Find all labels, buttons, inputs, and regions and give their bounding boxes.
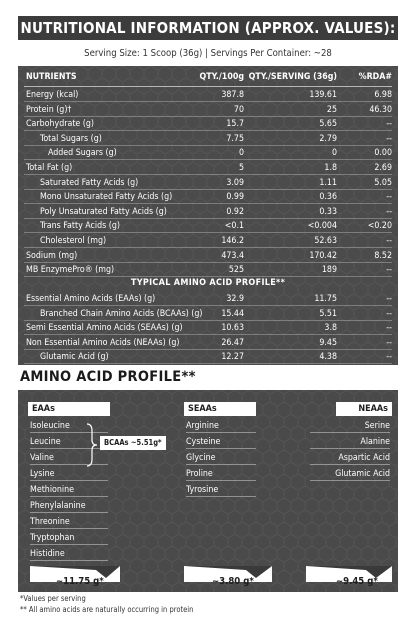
table-row xyxy=(18,132,398,146)
nutrient-name: Total Fat (g) xyxy=(26,163,73,173)
nutrient-name: Mono Unsaturated Fatty Acids (g) xyxy=(40,192,173,203)
qty-100g: 5 xyxy=(238,163,244,173)
table-row xyxy=(18,190,398,204)
rda-value: 2.69 xyxy=(374,163,392,173)
seaas-list xyxy=(186,418,256,498)
qty-serving: 170.42 xyxy=(309,250,337,261)
qty-100g: 0.99 xyxy=(226,192,244,203)
rda-value: <0.20 xyxy=(367,221,392,232)
header-rda: %RDA# xyxy=(358,72,392,82)
qty-100g: 0 xyxy=(238,148,244,159)
qty-serving: <0.004 xyxy=(307,221,337,232)
table-row xyxy=(18,321,398,335)
eaas-total: ~11.75 g* xyxy=(56,576,104,587)
rda-value: -- xyxy=(386,294,392,304)
list-item: Tyrosine xyxy=(186,482,256,498)
qty-serving: 189 xyxy=(321,265,337,276)
qty-100g: 12.27 xyxy=(221,352,244,363)
qty-serving: 9.45 xyxy=(319,337,337,348)
qty-serving: 2.79 xyxy=(319,133,337,144)
qty-serving: 0 xyxy=(331,148,337,159)
neaas-total: ~9.45 g* xyxy=(336,576,378,587)
serving-info: Serving Size: 1 Scoop (36g) | Servings Per Container: ~28 xyxy=(84,48,332,59)
nutrition-title: NUTRITIONAL INFORMATION (APPROX. VALUES): xyxy=(18,16,398,40)
rda-value: -- xyxy=(386,133,392,144)
qty-serving: 3.8 xyxy=(324,323,337,334)
table-row xyxy=(18,249,398,263)
qty-100g: 7.75 xyxy=(226,133,244,144)
rda-value: 5.05 xyxy=(374,177,392,188)
rda-value: -- xyxy=(386,308,392,319)
qty-serving: 1.11 xyxy=(319,177,337,188)
qty-100g: 10.63 xyxy=(221,323,244,334)
table-row xyxy=(18,205,398,219)
qty-100g: 3.09 xyxy=(226,177,244,188)
nutrient-name: Cholesterol (mg) xyxy=(40,236,107,246)
table-row xyxy=(18,176,398,190)
qty-serving: 139.61 xyxy=(309,90,337,100)
header-qty-100g: QTY./100g xyxy=(199,72,244,82)
nutrient-name: Non Essential Amino Acids (NEAAs) (g) xyxy=(26,337,180,348)
table-row xyxy=(18,307,398,321)
table-row xyxy=(18,234,398,248)
nutrient-name: Poly Unsaturated Fatty Acids (g) xyxy=(40,206,167,217)
list-item: Lysine xyxy=(30,466,108,482)
table-row xyxy=(18,161,398,175)
footnote-amino: ** All amino acids are naturally occurring in protein xyxy=(20,605,194,614)
seaas-total: ~3.80 g* xyxy=(212,576,254,587)
nutrient-name: Trans Fatty Acids (g) xyxy=(40,221,120,232)
qty-100g: 15.44 xyxy=(221,308,244,319)
qty-100g: 32.9 xyxy=(226,294,244,304)
list-item: Valine xyxy=(30,450,108,466)
list-item: Leucine xyxy=(30,434,108,450)
qty-100g: 525 xyxy=(228,265,244,276)
qty-100g: 15.7 xyxy=(226,119,244,130)
list-item: Tryptophan xyxy=(30,530,108,546)
rda-value: 6.98 xyxy=(374,90,392,100)
rda-value: 8.52 xyxy=(374,250,392,261)
table-row xyxy=(18,117,398,131)
list-item: Arginine xyxy=(186,418,256,434)
header-nutrients: NUTRIENTS xyxy=(26,72,77,82)
header-qty-serving: QTY./SERVING (36g) xyxy=(248,72,337,82)
table-row xyxy=(18,146,398,160)
rda-value: -- xyxy=(386,236,392,246)
footnote-serving: *Values per serving xyxy=(20,594,86,603)
qty-serving: 5.65 xyxy=(319,119,337,130)
neaas-label: NEAAs xyxy=(336,402,392,416)
qty-serving: 0.33 xyxy=(319,206,337,217)
list-item: Isoleucine xyxy=(30,418,108,434)
qty-serving: 52.63 xyxy=(314,236,337,246)
rda-value: -- xyxy=(386,119,392,130)
nutrient-name: Semi Essential Amino Acids (SEAAs) (g) xyxy=(26,323,183,334)
table-row xyxy=(18,219,398,233)
nutrient-name: Glutamic Acid (g) xyxy=(40,352,109,363)
qty-serving: 1.8 xyxy=(324,163,337,173)
qty-serving: 4.38 xyxy=(319,352,337,363)
amino-profile-panel xyxy=(18,390,398,592)
nutrient-name: Added Sugars (g) xyxy=(48,148,117,159)
qty-100g: 146.2 xyxy=(221,236,244,246)
table-row xyxy=(18,292,398,306)
list-item: Glutamic Acid xyxy=(310,466,390,482)
amino-profile-title: AMINO ACID PROFILE** xyxy=(20,369,196,385)
qty-100g: 70 xyxy=(233,104,244,115)
qty-100g: 387.8 xyxy=(221,90,244,100)
rda-value: -- xyxy=(386,323,392,334)
nutrient-name: Saturated Fatty Acids (g) xyxy=(40,177,139,188)
list-item: Alanine xyxy=(310,434,390,450)
table-row xyxy=(18,88,398,102)
qty-serving: 25 xyxy=(326,104,337,115)
seaas-label: SEAAs xyxy=(184,402,256,416)
list-item: Glycine xyxy=(186,450,256,466)
rda-value: -- xyxy=(386,337,392,348)
nutrient-name: Sodium (mg) xyxy=(26,250,78,261)
list-item: Cysteine xyxy=(186,434,256,450)
list-item: Serine xyxy=(310,418,390,434)
list-item: Phenylalanine xyxy=(30,498,108,514)
qty-serving: 5.51 xyxy=(319,308,337,319)
rda-value: -- xyxy=(386,206,392,217)
neaas-list xyxy=(310,418,390,482)
rda-value: -- xyxy=(386,352,392,363)
list-item: Threonine xyxy=(30,514,108,530)
table-row xyxy=(18,103,398,117)
bcaa-brace xyxy=(85,423,99,467)
rda-value: -- xyxy=(386,192,392,203)
list-item: Proline xyxy=(186,466,256,482)
qty-100g: 0.92 xyxy=(226,206,244,217)
nutrient-name: Carbohydrate (g) xyxy=(26,119,95,130)
amino-subheading: TYPICAL AMINO ACID PROFILE** xyxy=(130,278,286,288)
qty-100g: 26.47 xyxy=(221,337,244,348)
table-row xyxy=(18,350,398,364)
nutrient-name: MB EnzymePro® (mg) xyxy=(26,265,115,276)
qty-100g: <0.1 xyxy=(224,221,244,232)
nutrient-name: Energy (kcal) xyxy=(26,90,79,100)
table-row xyxy=(18,336,398,350)
qty-100g: 473.4 xyxy=(221,250,244,261)
list-item: Aspartic Acid xyxy=(310,450,390,466)
eaas-label: EAAs xyxy=(28,402,110,416)
nutrition-table xyxy=(18,66,398,365)
list-item: Methionine xyxy=(30,482,108,498)
qty-serving: 0.36 xyxy=(319,192,337,203)
rda-value: -- xyxy=(386,265,392,276)
nutrient-name: Branched Chain Amino Acids (BCAAs) (g) xyxy=(40,308,203,319)
qty-serving: 11.75 xyxy=(314,294,337,304)
nutrient-name: Protein (g)† xyxy=(26,104,72,115)
bcaa-label: BCAAs ~5.51g* xyxy=(100,436,166,450)
nutrient-name: Total Sugars (g) xyxy=(40,133,102,144)
list-item: Histidine xyxy=(30,546,108,562)
rda-value: 46.30 xyxy=(369,104,392,115)
rda-value: 0.00 xyxy=(374,148,392,159)
nutrient-name: Essential Amino Acids (EAAs) (g) xyxy=(26,294,156,304)
table-header xyxy=(18,70,398,84)
